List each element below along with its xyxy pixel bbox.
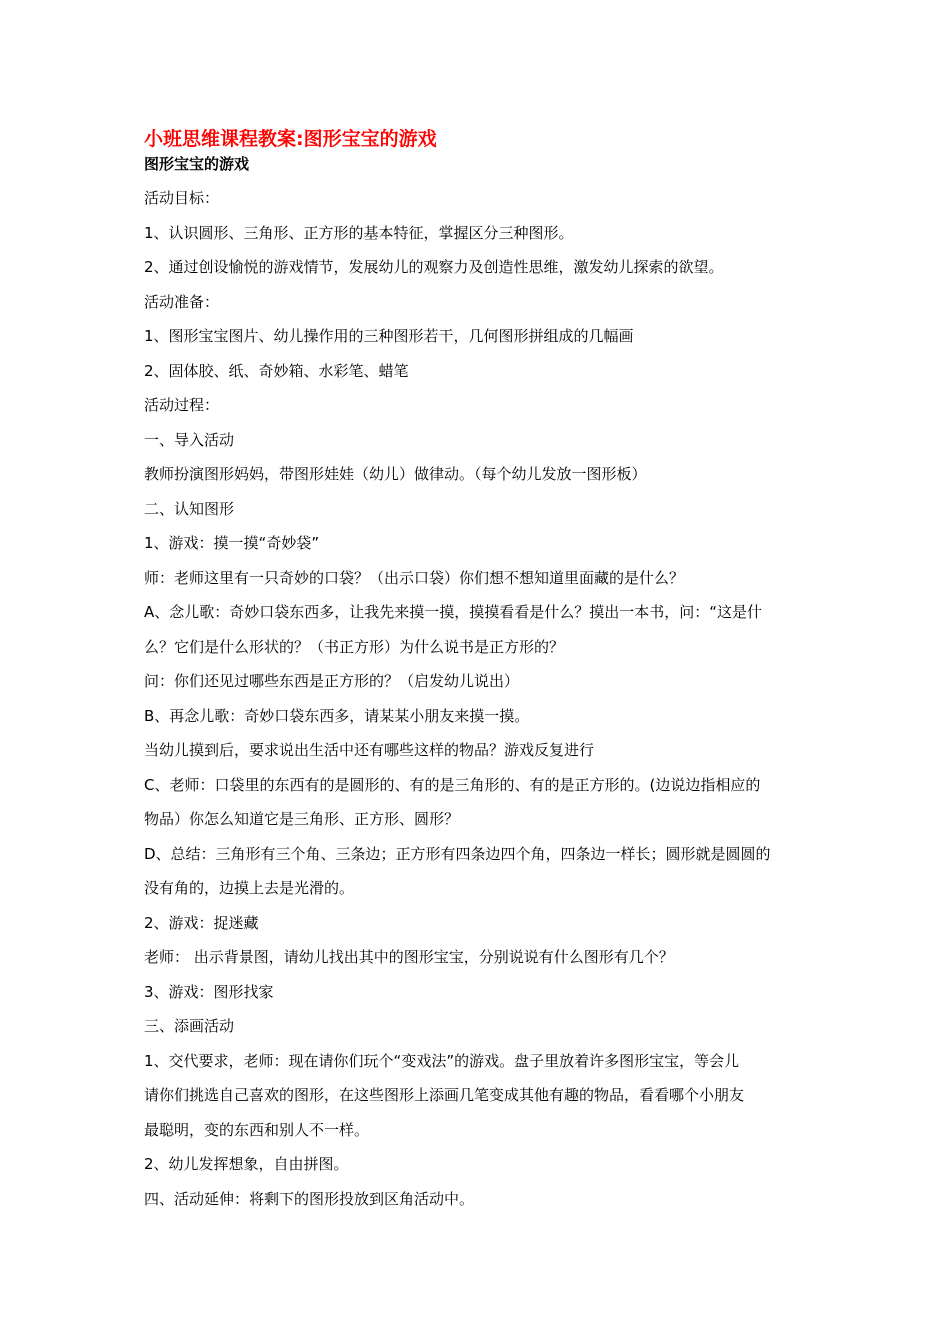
paragraph: 1、认识圆形、三角形、正方形的基本特征，掌握区分三种图形。 (144, 224, 574, 242)
paragraph: 1、图形宝宝图片、幼儿操作用的三种图形若干，几何图形拼组成的几幅画 (144, 327, 634, 345)
paragraph: 2、通过创设愉悦的游戏情节，发展幼儿的观察力及创造性思维，激发幼儿探索的欲望。 (144, 258, 724, 276)
paragraph: 三、添画活动 (144, 1017, 235, 1035)
paragraph-goals-heading: 活动目标： (144, 189, 220, 207)
paragraph-prep-heading: 活动准备： (144, 293, 220, 311)
paragraph: A、念儿歌：奇妙口袋东西多，让我先来摸一摸，摸摸看看是什么？摸出一本书，问：“这是什 (144, 603, 763, 621)
paragraph: 问：你们还见过哪些东西是正方形的？（启发幼儿说出） (144, 672, 520, 690)
document-title: 小班思维课程教案:图形宝宝的游戏 (144, 128, 437, 150)
paragraph: 老师： 出示背景图，请幼儿找出其中的图形宝宝，分别说说有什么图形有几个？ (144, 948, 674, 966)
paragraph: 1、游戏：摸一摸“奇妙袋” (144, 534, 320, 552)
paragraph: C、老师：口袋里的东西有的是圆形的、有的是三角形的、有的是正方形的。(边说边指相应的 (144, 776, 761, 794)
paragraph: 没有角的，边摸上去是光滑的。 (144, 879, 355, 897)
document-subtitle: 图形宝宝的游戏 (144, 155, 250, 173)
paragraph: 物品）你怎么知道它是三角形、正方形、圆形？ (144, 810, 460, 828)
paragraph: 请你们挑选自己喜欢的图形，在这些图形上添画几笔变成其他有趣的物品，看看哪个小朋友 (144, 1086, 745, 1104)
paragraph: 当幼儿摸到后，要求说出生活中还有哪些这样的物品？游戏反复进行 (144, 741, 595, 759)
paragraph: 1、交代要求，老师：现在请你们玩个“变戏法”的游戏。盘子里放着许多图形宝宝，等会儿 (144, 1052, 740, 1070)
paragraph: 师：老师这里有一只奇妙的口袋？（出示口袋）你们想不想知道里面藏的是什么？ (144, 569, 685, 587)
paragraph: 2、固体胶、纸、奇妙箱、水彩笔、蜡笔 (144, 362, 409, 380)
paragraph-process-heading: 活动过程： (144, 396, 220, 414)
paragraph: 2、游戏：捉迷藏 (144, 914, 259, 932)
paragraph: D、总结：三角形有三个角、三条边；正方形有四条边四个角，四条边一样长；圆形就是圆圆的 (144, 845, 771, 863)
paragraph: 3、游戏：图形找家 (144, 983, 274, 1001)
paragraph: 最聪明，变的东西和别人不一样。 (144, 1121, 370, 1139)
paragraph: 么？它们是什么形状的？（书正方形）为什么说书是正方形的？ (144, 638, 565, 656)
paragraph: 一、导入活动 (144, 431, 235, 449)
paragraph: 二、认知图形 (144, 500, 235, 518)
paragraph: 教师扮演图形妈妈，带图形娃娃（幼儿）做律动。（每个幼儿发放一图形板） (144, 465, 647, 483)
paragraph: B、再念儿歌：奇妙口袋东西多，请某某小朋友来摸一摸。 (144, 707, 530, 725)
paragraph: 2、幼儿发挥想象，自由拼图。 (144, 1155, 349, 1173)
paragraph: 四、活动延伸：将剩下的图形投放到区角活动中。 (144, 1190, 475, 1208)
